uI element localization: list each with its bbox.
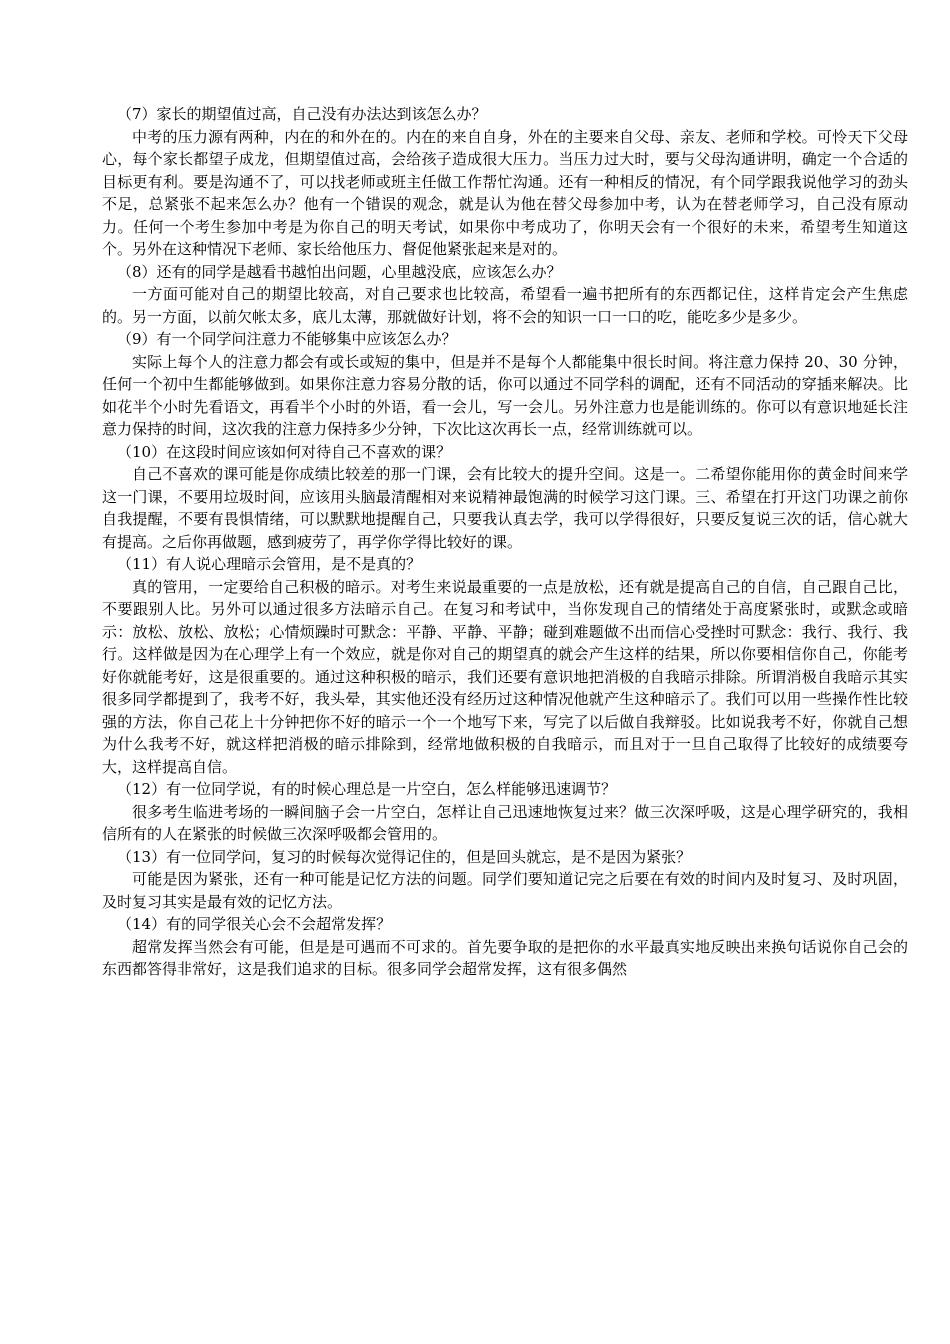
- question-13: （13）有一位同学问，复习的时候每次觉得记住的，但是回头就忘，是不是因为紧张？: [117, 847, 692, 866]
- document-page: [102, 103, 908, 981]
- question-7: （7）家长的期望值过高，自己没有办法达到该怎么办？: [117, 105, 487, 123]
- question-12: （12）有一位同学说，有的时候心理总是一片空白，怎么样能够迅速调节？: [117, 780, 617, 798]
- question-8: （8）还有的同学是越看书越怕出问题，心里越没底，应该怎么办？: [117, 262, 562, 281]
- answer-9: 实际上每个人的注意力都会有或长或短的集中，但是并不是每个人都能集中很长时间。将注意力保持 20、30 分钟，任何一个初中生都能够做到。如果你注意力容易分散的话，你可以通过不同学科的调配，还有不同活动的穿插来解决。比如花半个小时先看语文，再看半个小时的外语，看一会儿，写一会儿。另外注意力也是能训练的。你可以有意识地延长注意力保持的时间，这次我的注意力保持多少分钟，下次比这次再长一点，经常训练就可以。: [102, 352, 908, 438]
- answer-7: 中考的压力源有两种，内在的和外在的。内在的来自自身，外在的主要来自父母、亲友、老师和学校。可怜天下父母心，每个家长都望子成龙，但期望值过高，会给孩子造成很大压力。当压力过大时，要与父母沟通讲明，确定一个合适的目标更有利。要是沟通不了，可以找老师或班主任做工作帮忙沟通。还有一种相反的情况，有个同学跟我说他学习的劲头不足，总紧张不起来怎么办？他有一个错误的观念，就是认为他在替父母参加中考，认为在替老师学习，自己没有原动力。任何一个考生参加中考是为你自己的明天考试，如果你中考成功了，你明天会有一个很好的未来，希望考生知道这个。另外在这种情况下老师、家长给他压力、督促他紧张起来是对的。: [102, 127, 908, 258]
- question-14: （14）有的同学很关心会不会超常发挥？: [117, 915, 392, 933]
- answer-11: 真的管用，一定要给自己积极的暗示。对考生来说最重要的一点是放松，还有就是提高自己的自信，自己跟自己比，不要跟别人比。另外可以通过很多方法暗示自己。在复习和考试中，当你发现自己的情绪处于高度紧张时，或默念或暗示：放松、放松、放松；心情烦躁时可默念：平静、平静、平静；碰到难题做不出而信心受挫时可默念：我行、我行、我行。这样做是因为在心理学上有一个效应，就是你对自己的期望真的就会产生这样的结果，所以你要相信你自己，你能考好你就能考好，这是很重要的。通过这种积极的暗示，我们还要有意识地把消极的自我暗示排除。所谓消极自我暗示其实很多同学都提到了，我考不好，我头晕，其实他还没有经历过这种情况他就产生这种暗示了。我们可以用一些操作性比较强的方法，你自己花上十分钟把你不好的暗示一个一个地写下来，写完了以后做自我辩驳。比如说我考不好，你就自己想为什么我考不好，就这样把消极的暗示排除到，经常地做积极的自我暗示，而且对于一旦自己取得了比较好的成绩要夸大，这样提高自信。: [102, 577, 908, 776]
- answer-13: 可能是因为紧张，还有一种可能是记忆方法的问题。同学们要知道记完之后要在有效的时间内及时复习、及时巩固，及时复习其实是最有效的记忆方法。: [102, 870, 908, 911]
- question-9: （9）有一个同学问注意力不能够集中应该怎么办？: [117, 330, 457, 348]
- answer-10: 自己不喜欢的课可能是你成绩比较差的那一门课，会有比较大的提升空间。这是一。二希望你能用你的黄金时间来学这一门课，不要用垃圾时间，应该用头脑最清醒相对来说精神最饱满的时候学习这门课。三、希望在打开这门功课之前你自我提醒，不要有畏惧情绪，可以默默地提醒自己，只要我认真去学，我可以学得很好，只要反复说三次的话，信心就大有提高。之后你再做题，感到疲劳了，再学你学得比较好的课。: [102, 465, 908, 551]
- answer-14: 超常发挥当然会有可能，但是是可遇而不可求的。首先要争取的是把你的水平最真实地反映出来换句话说你自己会的东西都答得非常好，这是我们追求的目标。很多同学会超常发挥，这有很多偶然: [102, 937, 908, 978]
- question-10: （10）在这段时间应该如何对待自己不喜欢的课？: [117, 442, 452, 461]
- answer-8: 一方面可能对自己的期望比较高，对自己要求也比较高，希望看一遍书把所有的东西都记住，这样肯定会产生焦虑的。另一方面，以前欠帐太多，底儿太薄，那就做好计划，将不会的知识一口一口的吃，能吃多少是多少。: [102, 285, 908, 326]
- question-11: （11）有人说心理暗示会管用，是不是真的？: [117, 555, 422, 573]
- answer-12: 很多考生临进考场的一瞬间脑子会一片空白，怎样让自己迅速地恢复过来？做三次深呼吸，这是心理学研究的，我相信所有的人在紧张的时候做三次深呼吸都会管用的。: [102, 802, 908, 843]
